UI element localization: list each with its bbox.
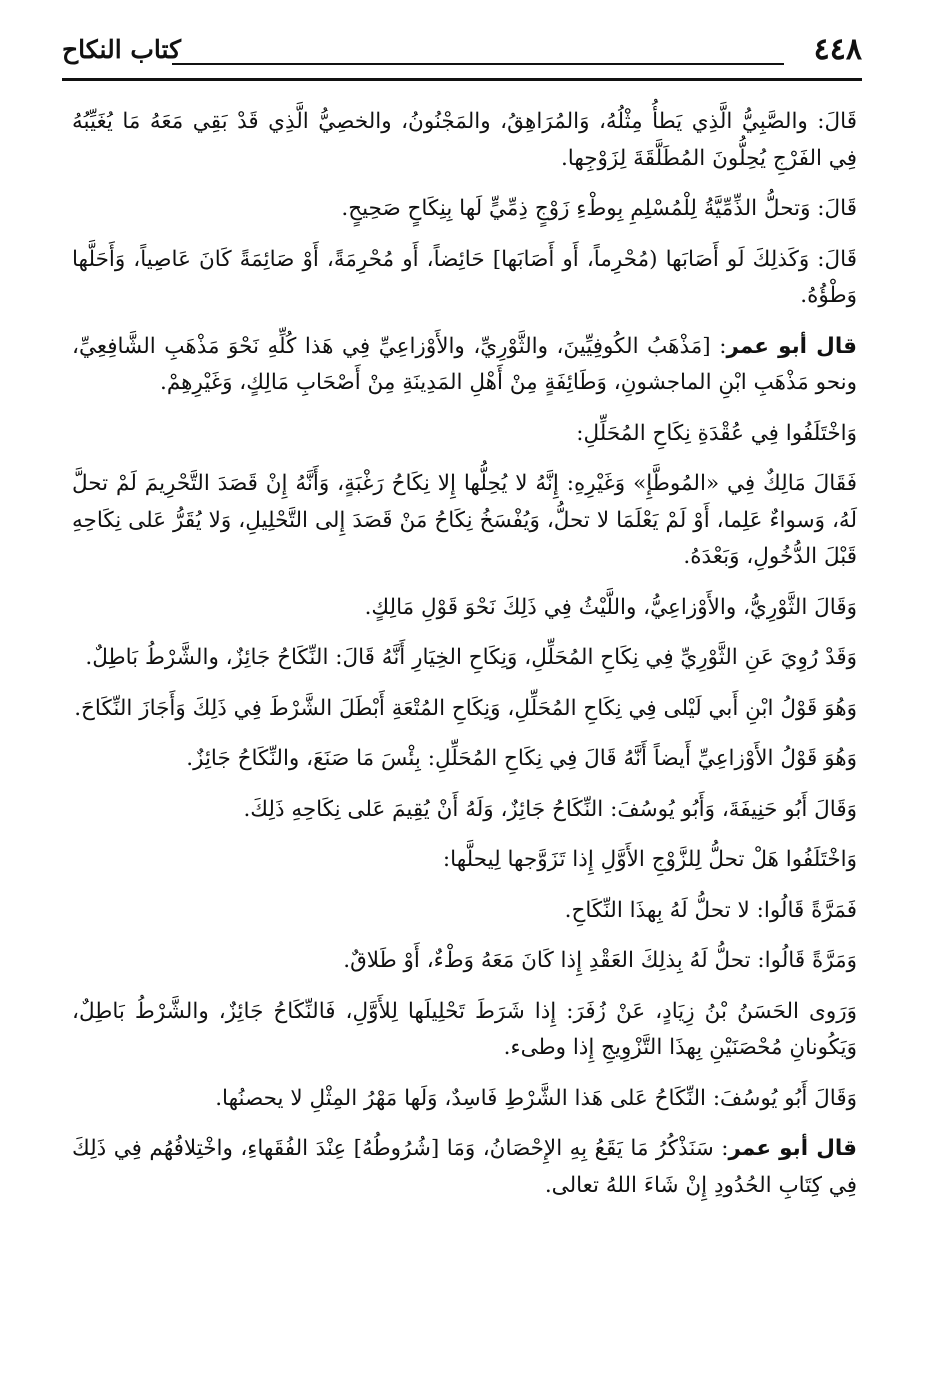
paragraph-text: قَالَ: والصَّبِيُّ الَّذِي يَطأُ مِثْلُهُ، وَالمُرَاهِقُ، والمَجْنُونُ، والخصِيُّ الَّذِي قَدْ بَقِي مَعَهُ مَا يُغَيِّبُهُ فِي الفَرْجِ يُحِلُّونَ المُطَلَّقَةَ لِزَوْجِها. [72, 109, 857, 171]
paragraph [72, 842, 857, 879]
paragraph-text: فَمَرَّةً قَالُوا: لا تحلُّ لَهُ بِهذَا النِّكَاحِ. [564, 897, 857, 923]
paragraph [72, 1081, 857, 1118]
page-number: ٤٤٨ [813, 32, 862, 67]
paragraph-text: وَهُوَ قَوْلُ الأَوْزاعِيِّ أَيضاً أَنَّهُ قَالَ فِي نِكَاحِ المُحَلِّلِ: بِئْسَ مَا صَنَعَ، والنِّكَاحُ جَائِزٌ. [186, 746, 857, 771]
paragraph-text: وَرَوى الحَسَنُ بْنُ زِيَادٍ، عَنْ زُفَرَ: إِذا شَرَطَ تَحْلِيلَها لِلأَوَّلِ، فَالنِّكَاحُ جَائِزٌ، والشَّرْطُ بَاطِلٌ، وَيَكُونانِ مُحْصَنَيْنِ بِهذَا التَّزْوِيجِ إِذا وطىء. [72, 998, 857, 1060]
paragraph [72, 329, 857, 402]
paragraph [72, 640, 857, 677]
paragraph [72, 893, 857, 930]
speaker-label: قال أبو عمر [728, 1136, 857, 1161]
paragraph-text: قَالَ: وَكَذلِكَ لَو أَصَابَها (مُحْرِماً، أَو أَصَابَها] حَائِضاً، أَو مُحْرِمَةً، أَوْ صَائِمَةً كَانَ عَاصِياً، وَأَحَلَّها وَطْؤُهُ. [72, 246, 857, 308]
paragraph-text: قَالَ: وَتحلُّ الذِّمِّيَّةُ لِلْمُسْلِمِ بِوطْءِ زَوْجٍ ذِمِّيٍّ لَها بِنِكَاحٍ صَحِيحٍ. [341, 196, 857, 221]
paragraph [72, 943, 857, 980]
paragraph [72, 792, 857, 829]
paragraph [72, 242, 857, 315]
paragraph [72, 416, 857, 453]
paragraph [72, 590, 857, 627]
paragraph-text: وَهُوَ قَوْلُ ابْنِ أَبي لَيْلى فِي نِكَاحِ المُحَلِّلِ، وَنِكَاحِ المُتْعَةِ أَبْطَلَ الشَّرْطَ فِي ذَلِكَ وَأَجَازَ النِّكَاحَ. [74, 695, 857, 721]
paragraph-text: وَمَرَّةً قَالُوا: تحلُّ لَهُ بِذلِكَ العَقْدِ إِذا كَانَ مَعَهُ وَطْءٌ، أَوْ طَلاقٌ. [343, 948, 857, 973]
speaker-label: قال أبو عمر [726, 333, 857, 359]
paragraph-text: وَقَالَ أَبُو يُوسُفَ: النِّكَاحُ عَلى هَذا الشَّرْطِ فَاسِدٌ، وَلَها مَهْرُ المِثْلِ لا يحصنُها. [215, 1085, 857, 1111]
paragraph [72, 466, 857, 576]
paragraph [72, 691, 857, 728]
paragraph-text: وَقَالَ الثَّوْرِيُّ، والأَوْزاعِيُّ، واللَّيْثُ فِي ذَلِكَ نَحْوَ قَوْلِ مَالِكٍ. [364, 594, 857, 620]
running-title: كتاب النكاح [62, 35, 181, 64]
paragraph-text: : سَنَذْكُرُ مَا يَقَعُ بِهِ الإِحْصَانُ، وَمَا [شُرُوطُهُ] عِنْدَ الفُقَهاءِ، واخْتِلافُهُم فِي ذَلِكَ فِي كِتَابِ الحُدُودِ إِنْ شَاءَ اللهُ تعالى. [72, 1136, 857, 1198]
paragraph [72, 741, 857, 778]
paragraph-text: وَاخْتَلَفُوا هَلْ تحلُّ لِلزَّوْجِ الأَوَّلِ إِذا تَزَوَّجها لِيحلَّها: [442, 847, 857, 872]
paragraph-text: وَقَالَ أَبُو حَنِيفَةَ، وَأَبُو يُوسُفَ: النِّكَاحُ جَائِزٌ، وَلَهُ أَنْ يُقِيمَ عَلى نِكَاحِهِ ذَلِكَ. [243, 796, 857, 822]
top-divider [62, 78, 862, 81]
paragraph [72, 104, 857, 177]
header-rule [172, 63, 784, 65]
paragraph-text: وَقَدْ رُوِيَ عَنِ الثَّوْرِيِّ فِي نِكَاحِ المُحَلِّلِ، وَنِكَاحِ الخِيَارِ أَنَّهُ قَالَ: النِّكَاحُ جَائِزٌ، والشَّرْطُ بَاطِلٌ. [85, 645, 857, 670]
paragraph [72, 1131, 857, 1204]
paragraph [72, 994, 857, 1067]
paragraph-text: فَقَالَ مَالِكٌ فِي «المُوطَّإِ» وَغَيْرِهِ: إِنَّهُ لا يُحِلُّها إِلا نِكَاحُ رَغْبَةٍ، وَأَنَّهُ إِنْ قَصَدَ التَّحْرِيمَ لَمْ تحلَّ لَهُ، وَسواءٌ عَلِما، أَوْ لَمْ يَعْلَمَا لا تحلُّ، وَيُفْسَخُ نِكَاحُ مَنْ قَصَدَ إِلى التَّحْلِيلِ، وَلا يُقَرُّ عَلى نِكَاحِهِ قَبْلَ الدُّخُولِ، وَبَعْدَهُ. [72, 471, 857, 569]
page-header [62, 30, 862, 70]
body-text [72, 104, 857, 1218]
paragraph-text: : [مَذْهَبُ الكُوفِيِّينَ، والثَّوْرِيِّ، والأَوْزاعِيِّ فِي هَذا كُلِّهِ نَحْوَ مَذْهَبِ الشَّافِعِيِّ، ونحو مَذْهَبِ ابْنِ الماجشونِ، وَطَائِفَةٍ مِنْ أَهْلِ المَدِينَةِ مِنْ أَصْحَابِ مَالِكٍ، وَغَيْرِهِمْ. [72, 333, 857, 395]
paragraph [72, 191, 857, 228]
paragraph-text: وَاخْتَلَفُوا فِي عُقْدَةِ نِكَاحِ المُحَلِّلِ: [576, 420, 857, 446]
